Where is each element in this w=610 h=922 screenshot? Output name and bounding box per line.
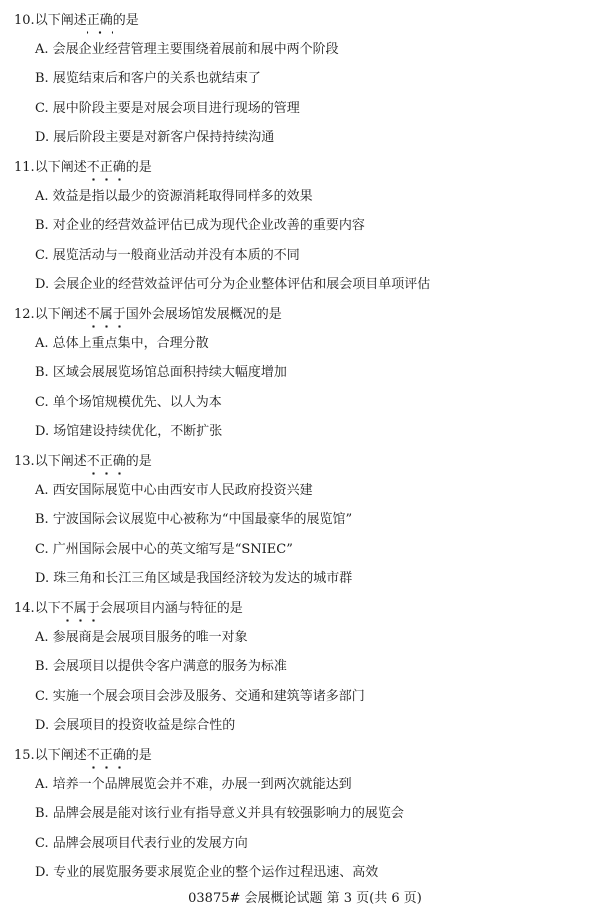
page-footer: 03875# 会展概论试题 第 3 页(共 6 页) — [188, 891, 422, 906]
emphasized-keyword: 不正确 — [86, 454, 126, 469]
option-a: A. 西安国际展览中心由西安市人民政府投资兴建 — [35, 483, 313, 498]
option-b: B. 对企业的经营效益评估已成为现代企业改善的重要内容 — [35, 218, 365, 233]
stem-text: 以下 — [34, 601, 61, 616]
option-a: A. 培养一个品牌展览会并不难，办展一到两次就能达到 — [35, 777, 352, 792]
option-d: D. 会展企业的经营效益评估可分为企业整体评估和展会项目单项评估 — [35, 277, 431, 292]
option-a: A. 参展商是会展项目服务的唯一对象 — [35, 630, 248, 645]
option-b: B. 会展项目以提供令客户满意的服务为标准 — [35, 659, 287, 674]
option-d: D. 展后阶段主要是对新客户保持持续沟通 — [35, 130, 275, 145]
emphasized-keyword: 不属于 — [86, 307, 126, 322]
stem-text: 以下阐述 — [34, 454, 87, 469]
stem-text: 以下阐述 — [34, 307, 87, 322]
question-number: 11. — [14, 160, 35, 175]
option-c: C. 广州国际会展中心的英文缩写是“SNIEC” — [35, 542, 293, 557]
stem-text: 国外会展场馆发展概况的是 — [125, 307, 282, 322]
question-stem — [14, 12, 139, 30]
option-a: A. 会展企业经营管理主要围绕着展前和展中两个阶段 — [35, 42, 339, 57]
emphasized-keyword: 不正确 — [86, 748, 126, 763]
option-c: C. 展览活动与一般商业活动并没有本质的不同 — [35, 248, 300, 263]
option-d: D. 专业的展览服务要求展览企业的整个运作过程迅速、高效 — [35, 865, 379, 880]
option-a: A. 效益是指以最少的资源消耗取得同样多的效果 — [35, 189, 313, 204]
stem-text: 以下阐述 — [34, 160, 87, 175]
question-number: 15. — [14, 748, 35, 763]
option-d: D. 珠三角和长江三角区域是我国经济较为发达的城市群 — [35, 571, 353, 586]
stem-text: 的是 — [125, 160, 152, 175]
option-b: B. 区域会展展览场馆总面积持续大幅度增加 — [35, 365, 287, 380]
question-stem — [14, 747, 152, 765]
option-d: D. 场馆建设持续优化，不断扩张 — [35, 424, 223, 439]
option-c: C. 实施一个展会项目会涉及服务、交通和建筑等诸多部门 — [35, 689, 365, 704]
question-number: 14. — [14, 601, 35, 616]
question-number: 12. — [14, 307, 35, 322]
option-c: C. 单个场馆规模优先、以人为本 — [35, 395, 222, 410]
stem-text: 以下阐述 — [34, 748, 87, 763]
question-number: 10. — [14, 13, 35, 28]
option-b: B. 宁波国际会议展览中心被称为“中国最豪华的展览馆” — [35, 512, 353, 527]
stem-text: 的是 — [125, 748, 152, 763]
stem-text: 的是 — [112, 13, 139, 28]
option-d: D. 会展项目的投资收益是综合性的 — [35, 718, 236, 733]
option-c: C. 展中阶段主要是对展会项目进行现场的管理 — [35, 101, 300, 116]
stem-text: 的是 — [125, 454, 152, 469]
emphasized-keyword: 正确 — [86, 13, 113, 28]
stem-text: 会展项目内涵与特征的是 — [99, 601, 243, 616]
option-b: B. 品牌会展是能对该行业有指导意义并具有较强影响力的展览会 — [35, 806, 404, 821]
question-stem — [14, 600, 243, 618]
question-number: 13. — [14, 454, 35, 469]
question-stem — [14, 159, 152, 177]
option-a: A. 总体上重点集中，合理分散 — [35, 336, 209, 351]
emphasized-keyword: 不正确 — [86, 160, 126, 175]
option-c: C. 品牌会展项目代表行业的发展方向 — [35, 836, 248, 851]
emphasized-keyword: 不属于 — [60, 601, 100, 616]
question-stem — [14, 306, 282, 324]
question-stem — [14, 453, 152, 471]
stem-text: 以下阐述 — [34, 13, 87, 28]
option-b: B. 展览结束后和客户的关系也就结束了 — [35, 71, 261, 86]
